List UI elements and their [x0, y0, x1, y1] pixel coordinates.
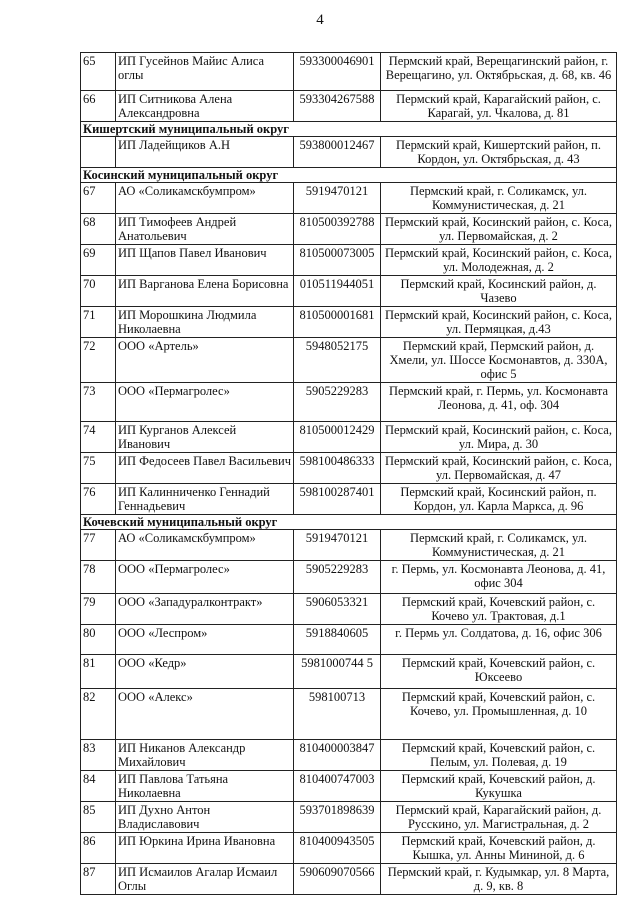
organization-name — [116, 625, 294, 655]
inn-number-text: 5981000744 5 — [301, 656, 373, 670]
section-header-row — [81, 168, 617, 183]
address-text: Пермский край, Кочевский район, с. Пелым, ул. Полевая, д. 19 — [401, 741, 596, 769]
inn-number — [294, 383, 381, 422]
address — [381, 338, 617, 383]
inn-number — [294, 53, 381, 91]
row-number — [81, 307, 116, 338]
table-row — [81, 383, 617, 422]
table-row — [81, 484, 617, 515]
inn-number-text: 810400747003 — [299, 772, 375, 786]
inn-number-text: 593304267588 — [299, 92, 375, 106]
organization-name — [116, 864, 294, 895]
row-number — [81, 183, 116, 214]
table-row — [81, 561, 617, 594]
inn-number-text: 598100486333 — [299, 454, 375, 468]
organization-name-text: ООО «Западуралконтракт» — [118, 595, 263, 609]
row-number-text: 81 — [83, 656, 96, 670]
address-text: Пермский край, Карагайский район, д. Русскино, ул. Магистральная, д. 2 — [395, 803, 602, 831]
row-number — [81, 740, 116, 771]
row-number-text: 76 — [83, 485, 96, 499]
table-row — [81, 655, 617, 689]
inn-number-text: 593800012467 — [299, 138, 375, 152]
address-text: Пермский край, г. Пермь, ул. Космонавта Леонова, д. 41, оф. 304 — [388, 384, 609, 412]
row-number — [81, 561, 116, 594]
organization-name-text: ИП Морошкина Людмила Николаевна — [118, 308, 257, 336]
organization-name — [116, 307, 294, 338]
section-header-row — [81, 122, 617, 137]
row-number — [81, 833, 116, 864]
address-text: Пермский край, г. Соликамск, ул. Коммунистическая, д. 21 — [409, 184, 588, 212]
inn-number — [294, 276, 381, 307]
organization-name-text: ИП Калинниченко Геннадий Геннадьевич — [118, 485, 270, 513]
organization-name — [116, 137, 294, 168]
section-header-row — [81, 515, 617, 530]
table-row — [81, 864, 617, 895]
row-number — [81, 91, 116, 122]
inn-number — [294, 864, 381, 895]
inn-number-text: 810500001681 — [299, 308, 375, 322]
row-number-text: 84 — [83, 772, 96, 786]
address-text: Пермский край, Косинский район, д. Чазево — [400, 277, 597, 305]
row-number-text: 66 — [83, 92, 96, 106]
organization-name-text: АО «Соликамскбумпром» — [118, 531, 256, 545]
inn-number — [294, 422, 381, 453]
inn-number-text: 810500392788 — [299, 215, 375, 229]
organization-name-text: ООО «Алекс» — [118, 690, 193, 704]
inn-number-text: 810400003847 — [299, 741, 375, 755]
address-text: Пермский край, Косинский район, с. Коса, ул. Мира, д. 30 — [385, 423, 612, 451]
organization-name — [116, 383, 294, 422]
address-text: Пермский край, Верещагинский район, г. Верещагино, ул. Октябрьская, д. 68, кв. 46 — [385, 54, 612, 82]
row-number-text: 65 — [83, 54, 96, 68]
row-number — [81, 383, 116, 422]
address — [381, 771, 617, 802]
table-row — [81, 594, 617, 625]
row-number-text: 69 — [83, 246, 96, 260]
address-text: Пермский край, Кишертский район, п. Кордон, ул. Октябрьская, д. 43 — [396, 138, 601, 166]
inn-number — [294, 183, 381, 214]
inn-number-text: 5919470121 — [305, 531, 369, 545]
organization-name — [116, 771, 294, 802]
organization-name-text: ИП Федосеев Павел Васильевич — [118, 454, 291, 468]
address-text: Пермский край, Косинский район, с. Коса, ул. Пермяцкая, д.43 — [385, 308, 612, 336]
inn-number-text: 810500012429 — [299, 423, 375, 437]
row-number-text: 71 — [83, 308, 96, 322]
address — [381, 802, 617, 833]
address-text: Пермский край, г. Соликамск, ул. Коммунистическая, д. 21 — [409, 531, 588, 559]
row-number — [81, 484, 116, 515]
address-text: Пермский край, Кочевский район, с. Юксеево — [401, 656, 596, 684]
row-number — [81, 276, 116, 307]
inn-number — [294, 245, 381, 276]
inn-number — [294, 655, 381, 689]
table-row — [81, 625, 617, 655]
inn-number — [294, 214, 381, 245]
address — [381, 453, 617, 484]
address-text: Пермский край, Косинский район, п. Кордон, ул. Карла Маркса, д. 96 — [400, 485, 597, 513]
table-row — [81, 453, 617, 484]
address — [381, 864, 617, 895]
address — [381, 53, 617, 91]
inn-number — [294, 137, 381, 168]
inn-number — [294, 689, 381, 740]
address — [381, 307, 617, 338]
table-row — [81, 245, 617, 276]
organization-name — [116, 833, 294, 864]
row-number — [81, 214, 116, 245]
row-number — [81, 655, 116, 689]
row-number-text: 82 — [83, 690, 96, 704]
organization-name-text: АО «Соликамскбумпром» — [118, 184, 256, 198]
address-text: г. Пермь, ул. Космонавта Леонова, д. 41, офис 304 — [391, 562, 606, 590]
table-row — [81, 802, 617, 833]
address-text: г. Пермь ул. Солдатова, д. 16, офис 306 — [395, 626, 602, 640]
table-row — [81, 530, 617, 561]
organization-name-text: ООО «Пермагролес» — [118, 384, 230, 398]
inn-number — [294, 91, 381, 122]
inn-number — [294, 740, 381, 771]
address — [381, 594, 617, 625]
table-row — [81, 771, 617, 802]
table-row — [81, 53, 617, 91]
address — [381, 625, 617, 655]
organization-name-text: ООО «Пермагролес» — [118, 562, 230, 576]
organization-name-text: ИП Курганов Алексей Иванович — [118, 423, 237, 451]
organization-name-text: ИП Юркина Ирина Ивановна — [118, 834, 276, 848]
row-number-text: 70 — [83, 277, 96, 291]
inn-number-text: 5948052175 — [305, 339, 369, 353]
row-number-text: 78 — [83, 562, 96, 576]
organization-name-text: ООО «Артель» — [118, 339, 199, 353]
address — [381, 655, 617, 689]
inn-number-text: 810500073005 — [299, 246, 375, 260]
organization-name-text: ИП Гусейнов Майис Алиса оглы — [118, 54, 265, 82]
inn-number — [294, 625, 381, 655]
registry-table-body — [81, 53, 617, 895]
inn-number-text: 010511944051 — [299, 277, 375, 291]
table-row — [81, 307, 617, 338]
inn-number-text: 5905229283 — [305, 384, 369, 398]
inn-number — [294, 561, 381, 594]
organization-name — [116, 689, 294, 740]
row-number — [81, 864, 116, 895]
address — [381, 530, 617, 561]
row-number-text: 86 — [83, 834, 96, 848]
section-title: Кишертский муниципальный округ — [81, 122, 617, 137]
organization-name-text: ИП Тимофеев Андрей Анатольевич — [118, 215, 237, 243]
organization-name — [116, 561, 294, 594]
address — [381, 833, 617, 864]
row-number-text: 68 — [83, 215, 96, 229]
inn-number — [294, 338, 381, 383]
organization-name-text: ООО «Кедр» — [118, 656, 187, 670]
row-number-text: 87 — [83, 865, 96, 879]
organization-name — [116, 530, 294, 561]
page-number: 4 — [316, 12, 324, 28]
organization-name — [116, 53, 294, 91]
address-text: Пермский край, Косинский район, с. Коса, ул. Первомайская, д. 2 — [385, 215, 612, 243]
table-row — [81, 338, 617, 383]
row-number-text: 75 — [83, 454, 96, 468]
organization-name — [116, 91, 294, 122]
table-row — [81, 422, 617, 453]
organization-name — [116, 740, 294, 771]
address — [381, 183, 617, 214]
organization-name — [116, 422, 294, 453]
inn-number-text: 593701898639 — [299, 803, 375, 817]
address — [381, 276, 617, 307]
row-number — [81, 625, 116, 655]
address-text: Пермский край, Кочевский район, с. Кочево ул. Трактовая, д.1 — [401, 595, 596, 623]
row-number-text: 79 — [83, 595, 96, 609]
table-row — [81, 183, 617, 214]
inn-number-text: 598100287401 — [299, 485, 375, 499]
address-text: Пермский край, Кочевский район, д. Кышка, ул. Анны Мининой, д. 6 — [401, 834, 596, 862]
address-text: Пермский край, Пермский район, д. Хмели, ул. Шоссе Космонавтов, д. 330А, офис 5 — [389, 339, 608, 381]
inn-number-text: 5906053321 — [305, 595, 369, 609]
inn-number — [294, 771, 381, 802]
inn-number — [294, 833, 381, 864]
address-text: Пермский край, Кочевский район, с. Кочево, ул. Промышленная, д. 10 — [401, 690, 596, 718]
inn-number-text: 593300046901 — [299, 54, 375, 68]
organization-name-text: ИП Ситникова Алена Александровна — [118, 92, 233, 120]
address — [381, 91, 617, 122]
address-text: Пермский край, Карагайский район, с. Карагай, ул. Чкалова, д. 81 — [396, 92, 601, 120]
organization-name — [116, 214, 294, 245]
row-number-text: 83 — [83, 741, 96, 755]
address — [381, 422, 617, 453]
organization-name — [116, 594, 294, 625]
row-number — [81, 137, 116, 168]
organization-name-text: ИП Ладейщиков А.Н — [118, 138, 231, 152]
address — [381, 245, 617, 276]
organization-name — [116, 338, 294, 383]
organization-name — [116, 453, 294, 484]
organization-name — [116, 802, 294, 833]
organization-name-text: ИП Павлова Татьяна Николаевна — [118, 772, 229, 800]
row-number-text: 77 — [83, 531, 96, 545]
table-row — [81, 137, 617, 168]
address-text: Пермский край, Косинский район, с. Коса, ул. Первомайская, д. 47 — [385, 454, 612, 482]
row-number — [81, 689, 116, 740]
section-title: Косинский муниципальный округ — [81, 168, 617, 183]
organization-name — [116, 276, 294, 307]
section-title: Кочевский муниципальный округ — [81, 515, 617, 530]
row-number — [81, 338, 116, 383]
organization-name-text: ИП Исмаилов Агалар Исмаил Оглы — [118, 865, 278, 893]
table-row — [81, 833, 617, 864]
inn-number — [294, 453, 381, 484]
organization-name — [116, 245, 294, 276]
row-number — [81, 453, 116, 484]
address — [381, 561, 617, 594]
row-number-text: 72 — [83, 339, 96, 353]
table-row — [81, 740, 617, 771]
address — [381, 484, 617, 515]
organization-name-text: ИП Никанов Александр Михайлович — [118, 741, 246, 769]
address — [381, 740, 617, 771]
address-text: Пермский край, Косинский район, с. Коса, ул. Молодежная, д. 2 — [385, 246, 612, 274]
table-row — [81, 214, 617, 245]
address — [381, 383, 617, 422]
inn-number-text: 598100713 — [308, 690, 366, 704]
address — [381, 137, 617, 168]
table-row — [81, 689, 617, 740]
inn-number — [294, 484, 381, 515]
row-number — [81, 771, 116, 802]
inn-number — [294, 530, 381, 561]
row-number-text: 80 — [83, 626, 96, 640]
organization-name — [116, 183, 294, 214]
address-text: Пермский край, Кочевский район, д. Кукушка — [401, 772, 596, 800]
row-number — [81, 245, 116, 276]
organization-name-text: ООО «Леспром» — [118, 626, 208, 640]
inn-number-text: 5905229283 — [305, 562, 369, 576]
row-number-text: 67 — [83, 184, 96, 198]
inn-number-text: 590609070566 — [299, 865, 375, 879]
table-row — [81, 91, 617, 122]
inn-number-text: 5919470121 — [305, 184, 369, 198]
organization-name — [116, 655, 294, 689]
row-number-text: 73 — [83, 384, 96, 398]
row-number — [81, 530, 116, 561]
table-row — [81, 276, 617, 307]
row-number — [81, 53, 116, 91]
address-text: Пермский край, г. Кудымкар, ул. 8 Марта, д. 9, кв. 8 — [387, 865, 610, 893]
row-number-text: 74 — [83, 423, 96, 437]
row-number — [81, 594, 116, 625]
organization-name — [116, 484, 294, 515]
address — [381, 214, 617, 245]
row-number-text: 85 — [83, 803, 96, 817]
organization-name-text: ИП Варганова Елена Борисовна — [118, 277, 289, 291]
address — [381, 689, 617, 740]
organization-name-text: ИП Щапов Павел Иванович — [118, 246, 267, 260]
inn-number — [294, 307, 381, 338]
inn-number — [294, 594, 381, 625]
row-number — [81, 802, 116, 833]
inn-number-text: 5918840605 — [305, 626, 369, 640]
inn-number — [294, 802, 381, 833]
inn-number-text: 810400943505 — [299, 834, 375, 848]
registry-table — [80, 52, 617, 895]
organization-name-text: ИП Духно Антон Владиславович — [118, 803, 211, 831]
row-number — [81, 422, 116, 453]
